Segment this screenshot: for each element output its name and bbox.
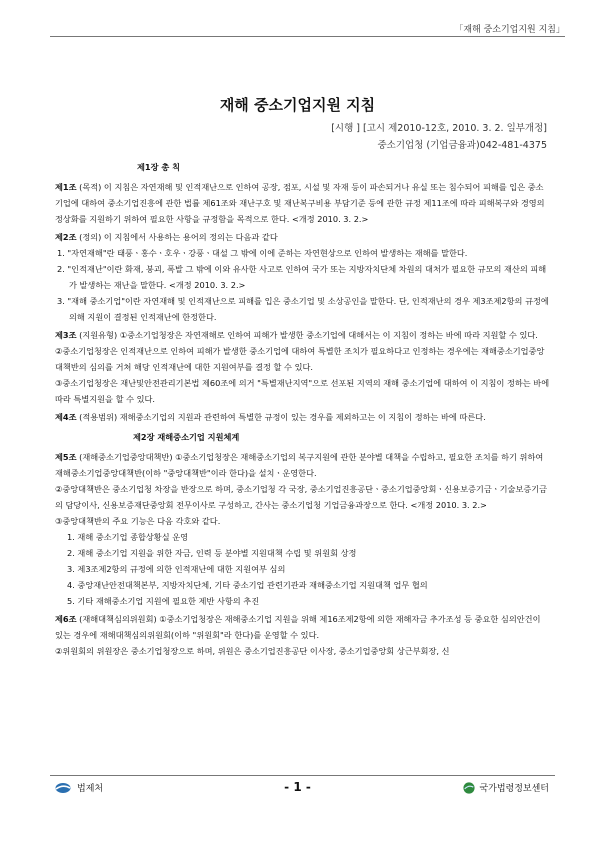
article-paragraph: ③중앙대책반의 주요 기능은 다음 각호와 같다.: [55, 516, 221, 526]
chapter-heading: 제1장 총 칙: [137, 162, 181, 172]
chapter-heading: 제2장 재해중소기업 지원체계: [133, 432, 240, 442]
article-paragraph: ②중소기업청장은 인적재난으로 인하여 피해가 발생한 중소기업에 대하여 특별한 조치가 필요하다고 인정하는 경우에는 재해중소기업중앙대책반의 심의를 거쳐 해당 인적재난에 대한 지원여부를 결정 할 수 있다.: [55, 346, 545, 372]
running-header: 「재해 중소기업지원 지침」: [454, 25, 565, 35]
header-divider: [50, 36, 565, 37]
article-paragraph: ③중소기업청장은 재난및안전관리기본법 제60조에 의거 "특별재난지역"으로 선포된 지역의 재해 중소기업에 대하여 이 지침이 정하는 바에 따라 특별지원을 할 수 있다.: [55, 378, 550, 404]
list-item: 4. 중앙재난안전대책본부, 지방자치단체, 기타 중소기업 관련기관과 재해중소기업 지원대책 업무 협의: [67, 580, 428, 590]
article-6: [55, 611, 550, 643]
footer-source: 국가법령정보센터: [479, 784, 549, 794]
article-1: [55, 179, 550, 227]
article-text: (목적) 이 지침은 자연재해 및 인적재난으로 인하여 공장, 점포, 시설 및 자재 등이 파손되거나 유실 또는 침수되어 피해를 입은 중소기업에 대하여 중소기업진흥에 관한 법률 제61조와 재난구호 및 재난복구비용 부담기준 등에 관한 규정 제11조에 따라 피해복구와 경영의 정상화를 지원하기 위하여 필요한 사항을 규정함을 목적으로 한다. <개정 2010. 3. 2.>: [55, 182, 545, 224]
list-item: 2. 재해 중소기업 지원을 위한 자금, 인력 등 분야별 지원대책 수립 및 위원회 상정: [67, 548, 357, 558]
footer-org: 법제처: [77, 784, 104, 794]
page-number: - 1 -: [284, 780, 311, 794]
article-text: (재해중소기업중앙대책반) ①중소기업청장은 재해중소기업의 복구지원에 관한 분야별 대책을 수립하고, 필요한 조치를 하기 위하여 재해중소기업중앙대책반(이하 "중앙대책반"이라 한다)을 설치ㆍ운영한다.: [55, 452, 544, 478]
article-text: (적용범위) 재해중소기업의 지원과 관련하여 특별한 규정이 있는 경우를 제외하고는 이 지침이 정하는 바에 따른다.: [79, 412, 486, 422]
footer-divider: [50, 775, 555, 776]
article-4: [55, 409, 550, 425]
list-item: 3. "재해 중소기업"이란 자연재해 및 인적재난으로 피해를 입은 중소기업 및 소상공인을 말한다. 단, 인적재난의 경우 제3조제2항의 규정에 의해 지원이 결정된 인적재난에 한정한다.: [57, 296, 549, 322]
list-item: 2. "인적재난"이란 화재, 붕괴, 폭발 그 밖에 이와 유사한 사고로 인하여 국가 또는 지방자치단체 차원의 대처가 필요한 규모의 재산의 피해가 발생하는 재난을 말한다. <개정 2010. 3. 2.>: [57, 264, 547, 290]
article-number: 제1조: [55, 182, 77, 192]
article-number: 제5조: [55, 452, 77, 462]
article-number: 제2조: [55, 232, 77, 242]
article-3: [55, 327, 550, 343]
article-text: (재해대책심의위원회) ①중소기업청장은 재해중소기업 지원을 위해 제16조제2항에 의한 재해자금 추가조성 등 중요한 심의안건이 있는 경우에 재해대책심의위원회(이하 "위원회"라 한다)를 운영할 수 있다.: [55, 614, 541, 640]
article-paragraph: ②중앙대책반은 중소기업청 차장을 반장으로 하며, 중소기업청 각 국장, 중소기업진흥공단ㆍ중소기업중앙회ㆍ신용보증기금ㆍ기술보증기금의 담당이사, 신용보증재단중앙회 전무이사로 구성하고, 간사는 중소기업청 기업금융과장으로 한다. <개정 2010. 3. 2.>: [55, 484, 548, 510]
article-number: 제3조: [55, 330, 77, 340]
list-item: 1. 재해 중소기업 종합상황실 운영: [67, 532, 189, 542]
footer-right: [463, 781, 549, 794]
globe-logo-icon: [463, 782, 475, 794]
article-text: (지원유형) ①중소기업청장은 자연재해로 인하여 피해가 발생한 중소기업에 대해서는 이 지침이 정하는 바에 따라 지원할 수 있다.: [79, 330, 538, 340]
document-title: 재해 중소기업지원 지침: [219, 96, 376, 114]
article-5: [55, 449, 550, 481]
article-text: (정의) 이 지침에서 사용하는 용어의 정의는 다음과 같다: [79, 232, 278, 242]
list-item: 1. "자연재해"란 태풍ㆍ홍수ㆍ호우ㆍ강풍ㆍ대설 그 밖에 이에 준하는 자연현상으로 인하여 발생하는 재해를 말한다.: [57, 248, 468, 258]
list-item: 5. 기타 재해중소기업 지원에 필요한 제반 사항의 추진: [67, 596, 260, 606]
ministry-contact: 중소기업청 (기업금융과)042-481-4375: [377, 140, 547, 151]
article-2: [55, 229, 550, 245]
article-number: 제4조: [55, 412, 77, 422]
article-number: 제6조: [55, 614, 77, 624]
document-body: [55, 155, 550, 659]
list-item: 3. 제3조제2항의 규정에 의한 인적재난에 대한 지원여부 심의: [67, 564, 286, 574]
enforcement-info: [시행 ] [고시 제2010-12호, 2010. 3. 2. 일부개정]: [331, 123, 547, 134]
article-paragraph: ②위원회의 위원장은 중소기업청장으로 하며, 위원은 중소기업진흥공단 이사장, 중소기업중앙회 상근부회장, 신: [55, 646, 450, 656]
